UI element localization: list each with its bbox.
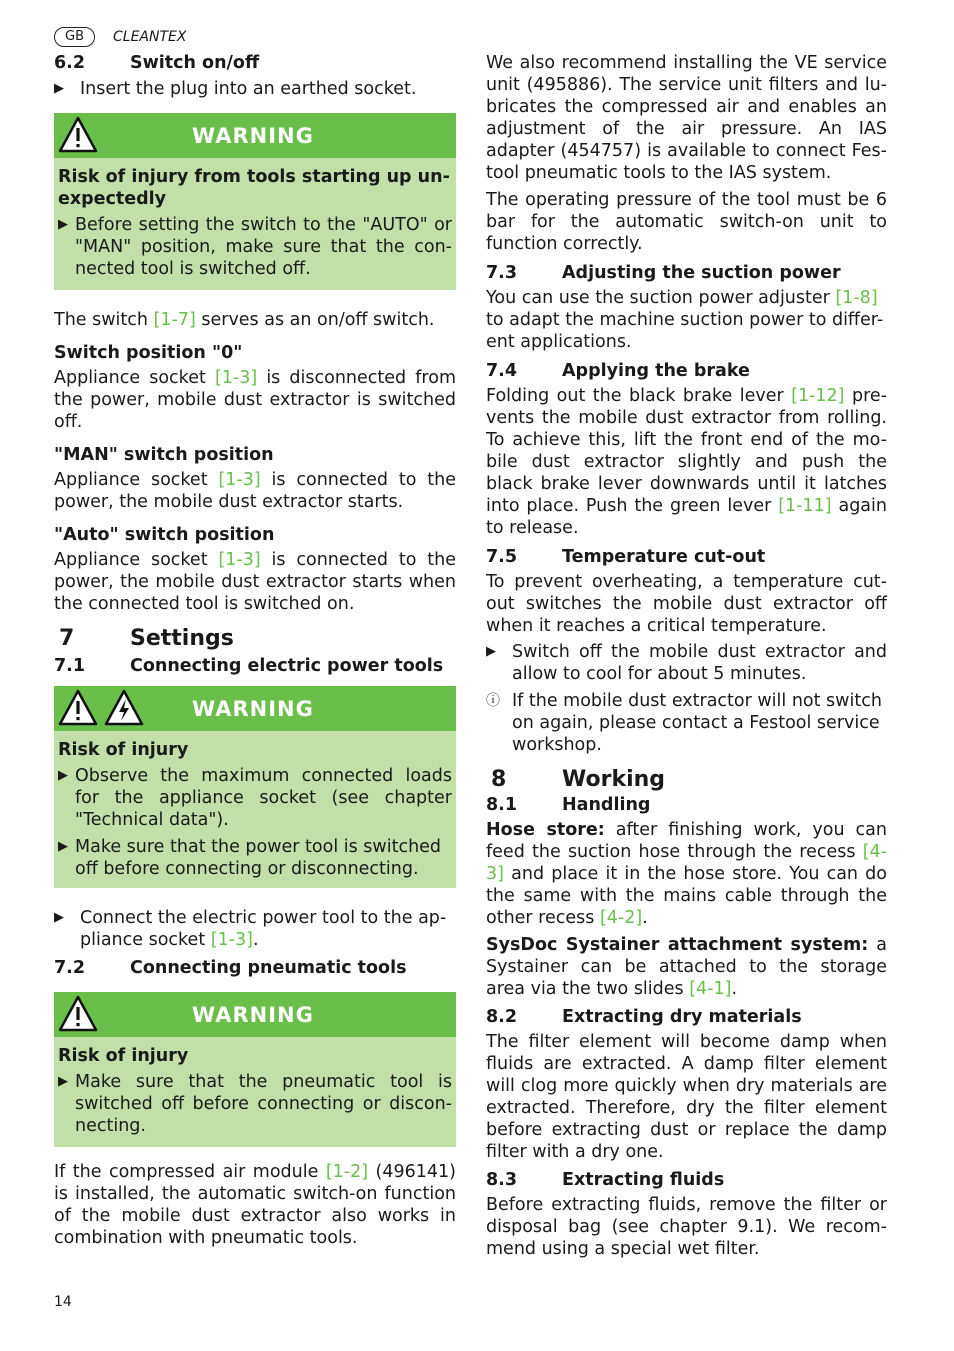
warning-box-1 [54, 113, 456, 290]
warning-header [54, 992, 456, 1037]
warning-title: WARNING [192, 1002, 314, 1027]
warning-risk: Risk of injury [58, 740, 189, 760]
language-badge: GB [54, 27, 95, 47]
warning-risk: Risk of injury from tools starting up un-expectedly [58, 167, 450, 209]
info-icon: ⓘ [486, 693, 500, 709]
figure-ref: [1-3] [214, 368, 258, 388]
warning-triangle-icon [58, 116, 98, 154]
left-column [54, 52, 456, 1249]
electric-hazard-icon [104, 689, 144, 727]
figure-ref: [4-3] [486, 842, 887, 884]
figure-ref: [1-3] [218, 470, 261, 490]
warning-bullet: ▶ Make sure that the pneumatic tool is switched off before connecting or discon-necting. [58, 1072, 452, 1136]
page-header [54, 26, 186, 48]
figure-ref: [1-3] [218, 550, 261, 570]
section-7-heading: 7 Settings [59, 626, 234, 651]
figure-ref: [1-11] [778, 496, 832, 516]
section-7-2-heading: 7.2 Connecting pneumatic tools [54, 958, 407, 978]
sysdoc-paragraph: SysDoc Systainer attachment system: a Systainer can be attached to the storage area via the two slides [4-1]. [486, 935, 887, 999]
warning-box-2 [54, 686, 456, 888]
warning-title: WARNING [192, 123, 314, 148]
section-7-5-text: To prevent overheating, a temperature cut-out switches the mobile dust extractor off when it reaches a critical temperature. [486, 572, 887, 636]
figure-ref: [1-12] [791, 386, 845, 406]
section-8-3-text: Before extracting fluids, remove the filter or disposal bag (see chapter 9.1). We recom-mend using a special wet filter. [486, 1195, 887, 1259]
step-connect-tool: ▶ Connect the electric power tool to the ap-pliance socket [1-3]. [54, 908, 447, 950]
warning-bullet: ▶ Make sure that the power tool is switched off before connecting or disconnecting. [58, 837, 442, 879]
warning-title: WARNING [192, 696, 314, 721]
figure-ref: [4-2] [599, 908, 643, 928]
arrow-right-icon: ▶ [58, 217, 68, 232]
switch-paragraph: The switch [1-7] serves as an on/off switch. [54, 310, 435, 330]
warning-triangle-icon [58, 689, 98, 727]
arrow-right-icon: ▶ [54, 81, 64, 96]
section-7-3-text: You can use the suction power adjuster [1-8] to adapt the machine suction power to differ-ent applications. [486, 288, 884, 352]
warning-header [54, 113, 456, 158]
step-insert-plug: ▶ Insert the plug into an earthed socket. [54, 79, 417, 99]
figure-ref: [1-3] [210, 930, 253, 950]
switch-position-0-heading: Switch position "0" [54, 343, 243, 363]
section-8-heading: 8 Working [491, 767, 666, 792]
hose-store-paragraph: Hose store: after finishing work, you can feed the suction hose through the recess [4-3] and place it in the hose store. You can do the same with the mains cable through the other recess [4-2]. [486, 820, 887, 928]
product-name: CLEANTEX [113, 29, 187, 45]
warning-header [54, 686, 456, 731]
section-7-4-heading: 7.4 Applying the brake [486, 361, 750, 381]
section-7-1-heading: 7.1 Connecting electric power tools [54, 656, 444, 676]
figure-ref: [1-7] [153, 310, 196, 330]
arrow-right-icon: ▶ [54, 910, 64, 925]
ve-service-paragraph: We also recommend installing the VE service unit (495886). The service unit filters and lu-bricates the compressed air and enables an adjustment of the air pressure. An IAS adapter (454757) is available to connect Fes-tool pneumatic tools to the IAS system. [486, 53, 887, 183]
section-7-5-heading: 7.5 Temperature cut-out [486, 547, 766, 567]
figure-ref: [4-1] [689, 979, 732, 999]
figure-ref: [1-8] [835, 288, 878, 308]
man-switch-heading: "MAN" switch position [54, 445, 274, 465]
arrow-right-icon: ▶ [58, 1074, 68, 1089]
section-8-3-heading: 8.3 Extracting fluids [486, 1170, 725, 1190]
section-8-1-heading: 8.1 Handling [486, 795, 651, 815]
arrow-right-icon: ▶ [58, 839, 68, 854]
section-8-2-heading: 8.2 Extracting dry materials [486, 1007, 802, 1027]
warning-risk: Risk of injury [58, 1046, 189, 1066]
info-note: ⓘ If the mobile dust extractor will not switch on again, please contact a Festool service workshop. [486, 691, 882, 755]
warning-bullet: ▶ Observe the maximum connected loads for the appliance socket (see chapter "Technical data"). [58, 766, 452, 830]
auto-switch-text: Appliance socket [1-3] is connected to the power, the mobile dust extractor starts when the connected tool is switched on. [54, 550, 457, 614]
step-switch-off: ▶ Switch off the mobile dust extractor and allow to cool for about 5 minutes. [486, 642, 887, 684]
page-number: 14 [54, 1294, 72, 1310]
section-7-3-heading: 7.3 Adjusting the suction power [486, 263, 841, 283]
switch-position-0-text: Appliance socket [1-3] is disconnected from the power, mobile dust extractor is switched off. [54, 368, 456, 432]
auto-switch-heading: "Auto" switch position [54, 525, 275, 545]
section-7-4-text: Folding out the black brake lever [1-12] pre-vents the mobile dust extractor from rolling. To achieve this, lift the front end of the mo-bile dust extractor slightly and push the black brake lever downwards until it latches into place. Push the green lever [1-11] again to release. [486, 386, 887, 538]
section-6-2-heading: 6.2 Switch on/off [54, 53, 260, 73]
right-column [486, 52, 887, 1260]
arrow-right-icon: ▶ [58, 768, 68, 783]
warning-triangle-icon [58, 995, 98, 1033]
compressed-air-paragraph: If the compressed air module [1-2] (496141) is installed, the automatic switch-on function of the mobile dust extractor also works in combination with pneumatic tools. [54, 1162, 457, 1248]
warning-bullet: ▶ Before setting the switch to the "AUTO" or "MAN" position, make sure that the con-nected tool is switched off. [58, 215, 452, 279]
arrow-right-icon: ▶ [486, 644, 496, 659]
figure-ref: [1-2] [325, 1162, 369, 1182]
warning-box-3 [54, 992, 456, 1147]
operating-pressure-paragraph: The operating pressure of the tool must be 6 bar for the automatic switch-on unit to function correctly. [486, 190, 887, 254]
section-8-2-text: The filter element will become damp when fluids are extracted. A damp filter element will clog more quickly when dry materials are extracted. Therefore, dry the filter element before extracting dust or replace the damp filter with a dry one. [486, 1032, 887, 1162]
man-switch-text: Appliance socket [1-3] is connected to the power, the mobile dust extractor starts. [54, 470, 457, 512]
